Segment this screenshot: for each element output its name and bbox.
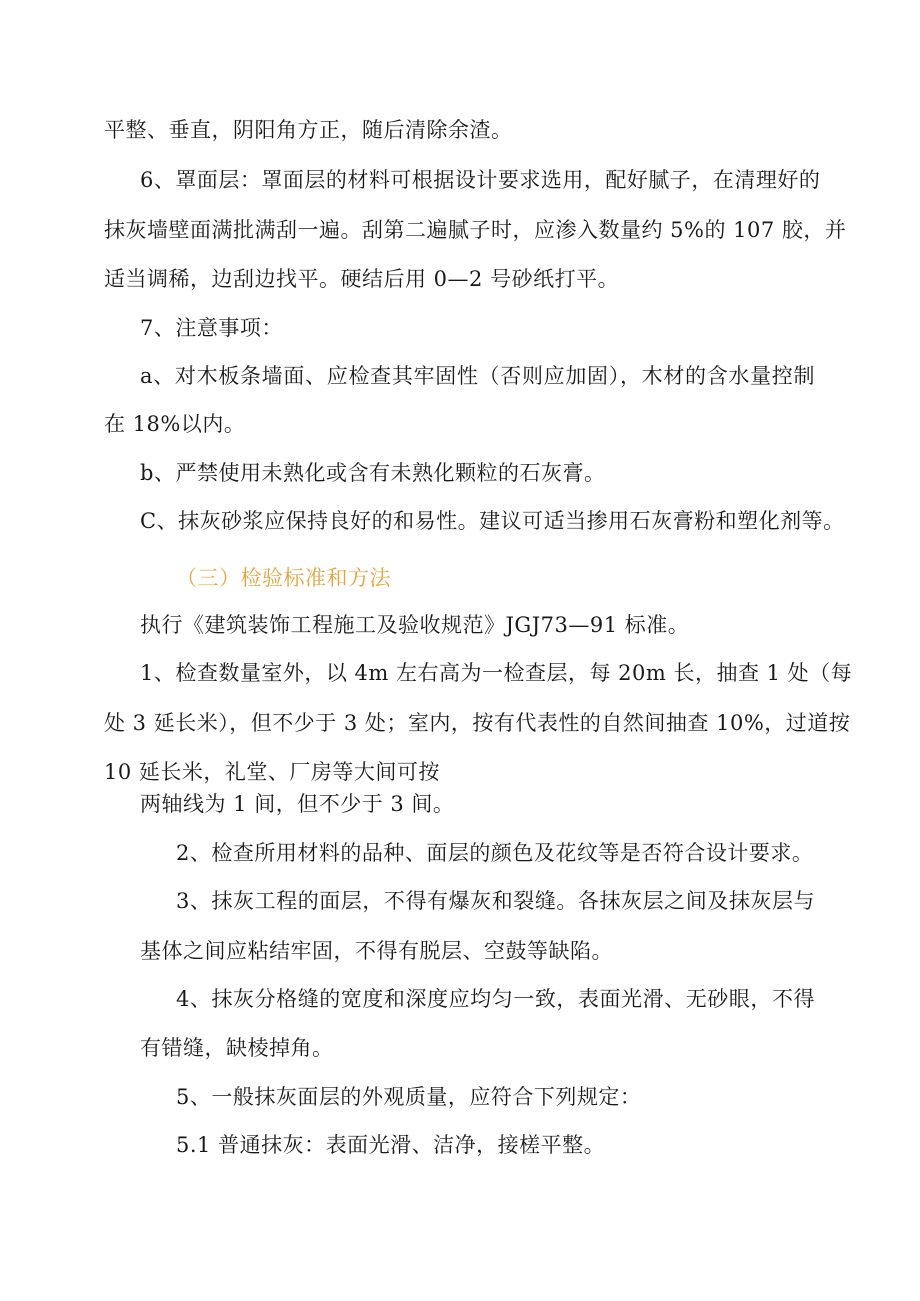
check-1-line-2: 处 3 延长米），但不少于 3 处；室内，按有代表性的自然间抽查 10%，过道按	[104, 711, 851, 735]
item-a-line-2: 在 18%以内。	[104, 412, 246, 436]
paragraph-6-line-3: 适当调稀，边刮边找平。硬结后用 0—2 号砂纸打平。	[104, 267, 620, 291]
check-4-line-2: 有错缝，缺棱掉角。	[140, 1036, 334, 1060]
paragraph-6-line-2: 抹灰墙壁面满批满刮一遍。刮第二遍腻子时，应渗入数量约 5%的 107 胶，并	[104, 218, 847, 242]
section-7-heading: 7、注意事项：	[140, 316, 283, 340]
item-c: C、抹灰砂浆应保持良好的和易性。建议可适当掺用石灰膏粉和塑化剂等。	[140, 509, 845, 533]
check-4-line-1: 4、抹灰分格缝的宽度和深度应均匀一致，表面光滑、无砂眼，不得	[176, 987, 815, 1011]
check-2: 2、检查所用材料的品种、面层的颜色及花纹等是否符合设计要求。	[176, 841, 814, 865]
section-3-heading: （三）检验标准和方法	[176, 566, 391, 590]
check-1-line-4: 两轴线为 1 间，但不少于 3 间。	[140, 792, 455, 816]
standard-reference: 执行《建筑装饰工程施工及验收规范》JGJ73—91 标准。	[140, 613, 690, 637]
check-3-line-1: 3、抹灰工程的面层，不得有爆灰和裂缝。各抹灰层之间及抹灰层与	[176, 889, 815, 913]
text-line: 平整、垂直，阴阳角方正，随后清除余渣。	[104, 118, 513, 142]
check-3-line-2: 基体之间应粘结牢固，不得有脱层、空鼓等缺陷。	[140, 939, 613, 963]
check-1-line-3: 10 延长米，礼堂、厂房等大间可按	[104, 760, 440, 784]
item-a-line-1: a、对木板条墙面、应检查其牢固性（否则应加固），木材的含水量控制	[140, 364, 815, 388]
check-5: 5、一般抹灰面层的外观质量，应符合下列规定：	[176, 1085, 642, 1109]
paragraph-6-line-1: 6、罩面层：罩面层的材料可根据设计要求选用，配好腻子，在清理好的	[140, 168, 821, 192]
item-b: b、严禁使用未熟化或含有未熟化颗粒的石灰膏。	[140, 461, 606, 485]
check-5-1: 5.1 普通抹灰：表面光滑、洁净，接槎平整。	[176, 1133, 606, 1157]
check-1-line-1: 1、检查数量室外，以 4m 左右高为一检查层，每 20m 长，抽查 1 处（每	[140, 661, 853, 685]
